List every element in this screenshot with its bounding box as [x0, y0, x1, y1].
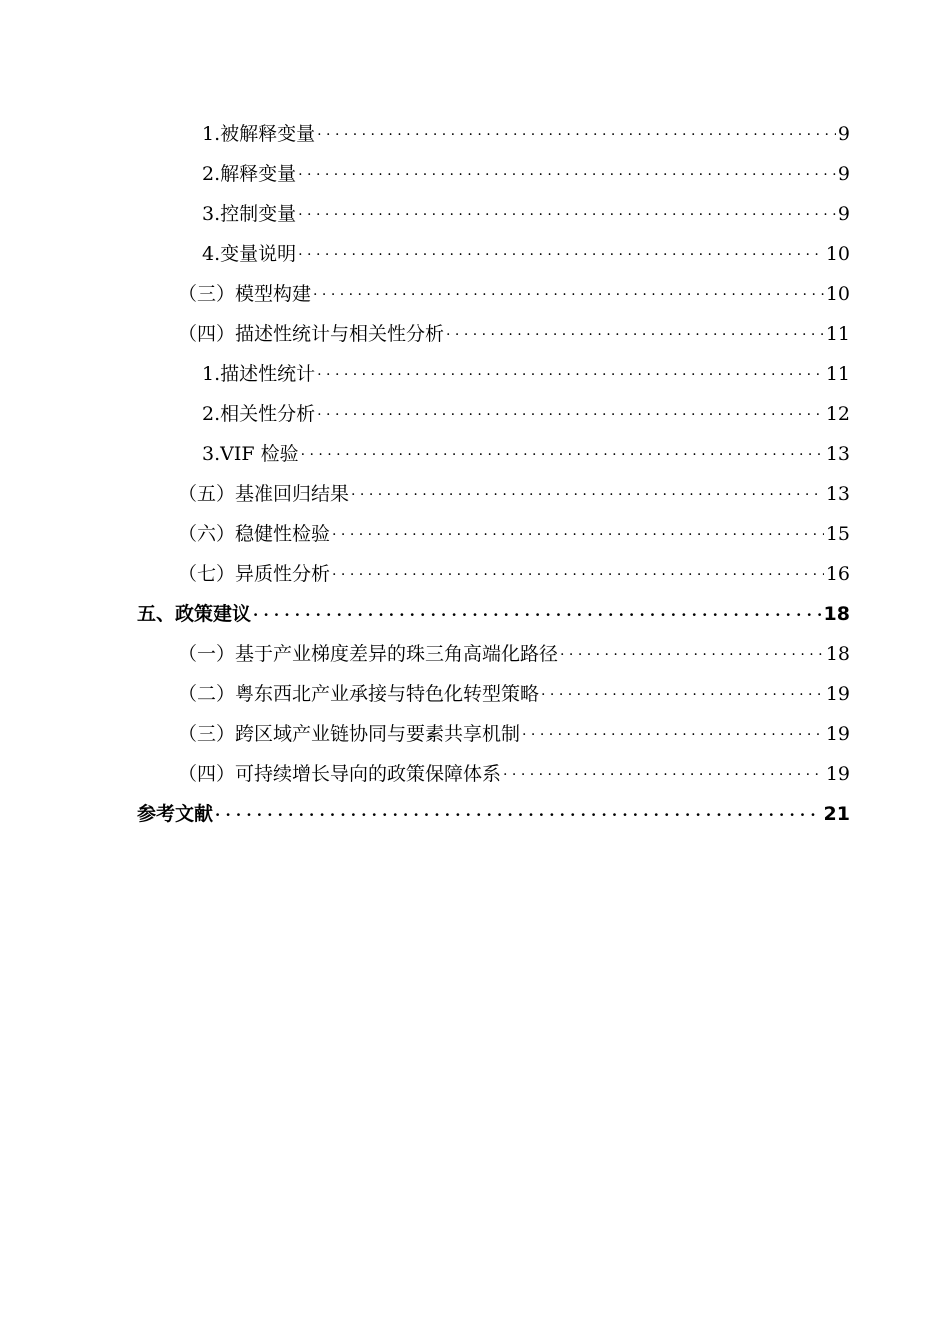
toc-entry-title: （四）描述性统计与相关性分析 [178, 323, 445, 345]
toc-dot-leader [332, 549, 824, 591]
toc-entry-title: （五）基准回归结果 [178, 483, 350, 505]
toc-dot-leader [351, 469, 824, 511]
toc-entry[interactable] [0, 554, 950, 594]
toc-entry-page: 13 [825, 483, 850, 505]
toc-entry[interactable] [0, 394, 950, 434]
toc-entry-title: （三）模型构建 [178, 283, 312, 305]
toc-entry-title: 参考文献 [137, 803, 214, 825]
toc-entry-page: 11 [825, 363, 850, 385]
toc-dot-leader [298, 149, 836, 191]
toc-entry-page: 19 [825, 683, 850, 705]
toc-entry-title: （七）异质性分析 [178, 563, 331, 585]
toc-entry-page: 18 [823, 603, 850, 625]
toc-dot-leader [317, 389, 824, 431]
toc-entry[interactable] [0, 434, 950, 474]
table-of-contents [0, 114, 950, 834]
toc-entry-page: 19 [825, 763, 850, 785]
toc-entry[interactable] [0, 754, 950, 794]
toc-entry-page: 9 [837, 163, 850, 185]
toc-entry-title: 4.变量说明 [202, 243, 297, 265]
toc-dot-leader [446, 309, 824, 351]
toc-entry-page: 9 [837, 123, 850, 145]
toc-entry-title: 3.VIF 检验 [202, 443, 299, 465]
toc-entry-title: （三）跨区域产业链协同与要素共享机制 [178, 723, 521, 745]
toc-entry-page: 18 [825, 643, 850, 665]
toc-entry-page: 21 [823, 803, 850, 825]
toc-entry-page: 10 [825, 283, 850, 305]
toc-entry-title: 五、政策建议 [137, 603, 252, 625]
toc-entry[interactable] [0, 714, 950, 754]
toc-entry-page: 15 [825, 523, 850, 545]
toc-entry[interactable] [0, 354, 950, 394]
toc-entry[interactable] [0, 154, 950, 194]
toc-entry-page: 12 [825, 403, 850, 425]
toc-entry-page: 19 [825, 723, 850, 745]
toc-dot-leader [301, 429, 824, 471]
toc-entry[interactable] [0, 674, 950, 714]
toc-entry-title: （四）可持续增长导向的政策保障体系 [178, 763, 502, 785]
toc-dot-leader [298, 229, 824, 271]
toc-entry-title: 2.解释变量 [202, 163, 297, 185]
toc-entry-page: 13 [825, 443, 850, 465]
toc-entry-title: 1.被解释变量 [202, 123, 316, 145]
toc-chapter-entry[interactable] [0, 594, 950, 634]
toc-entry-title: 1.描述性统计 [202, 363, 316, 385]
toc-dot-leader [313, 269, 824, 311]
toc-dot-leader [253, 590, 822, 631]
toc-dot-leader [332, 509, 824, 551]
toc-entry-page: 9 [837, 203, 850, 225]
toc-entry-title: （二）粤东西北产业承接与特色化转型策略 [178, 683, 540, 705]
toc-dot-leader [298, 189, 836, 231]
toc-dot-leader [215, 790, 822, 831]
toc-dot-leader [541, 669, 824, 711]
toc-entry[interactable] [0, 234, 950, 274]
toc-entry[interactable] [0, 634, 950, 674]
toc-entry-page: 16 [825, 563, 850, 585]
toc-entry[interactable] [0, 114, 950, 154]
toc-dot-leader [560, 629, 824, 671]
toc-entry[interactable] [0, 514, 950, 554]
toc-entry-page: 10 [825, 243, 850, 265]
toc-entry-title: 2.相关性分析 [202, 403, 316, 425]
toc-entry-title: （六）稳健性检验 [178, 523, 331, 545]
toc-entry[interactable] [0, 274, 950, 314]
toc-entry[interactable] [0, 474, 950, 514]
toc-dot-leader [317, 109, 836, 151]
toc-entry-page: 11 [825, 323, 850, 345]
toc-dot-leader [317, 349, 824, 391]
toc-entry-title: 3.控制变量 [202, 203, 297, 225]
toc-entry-title: （一）基于产业梯度差异的珠三角高端化路径 [178, 643, 559, 665]
toc-dot-leader [522, 709, 824, 751]
toc-entry[interactable] [0, 314, 950, 354]
toc-chapter-entry[interactable] [0, 794, 950, 834]
toc-entry[interactable] [0, 194, 950, 234]
toc-dot-leader [503, 749, 824, 791]
